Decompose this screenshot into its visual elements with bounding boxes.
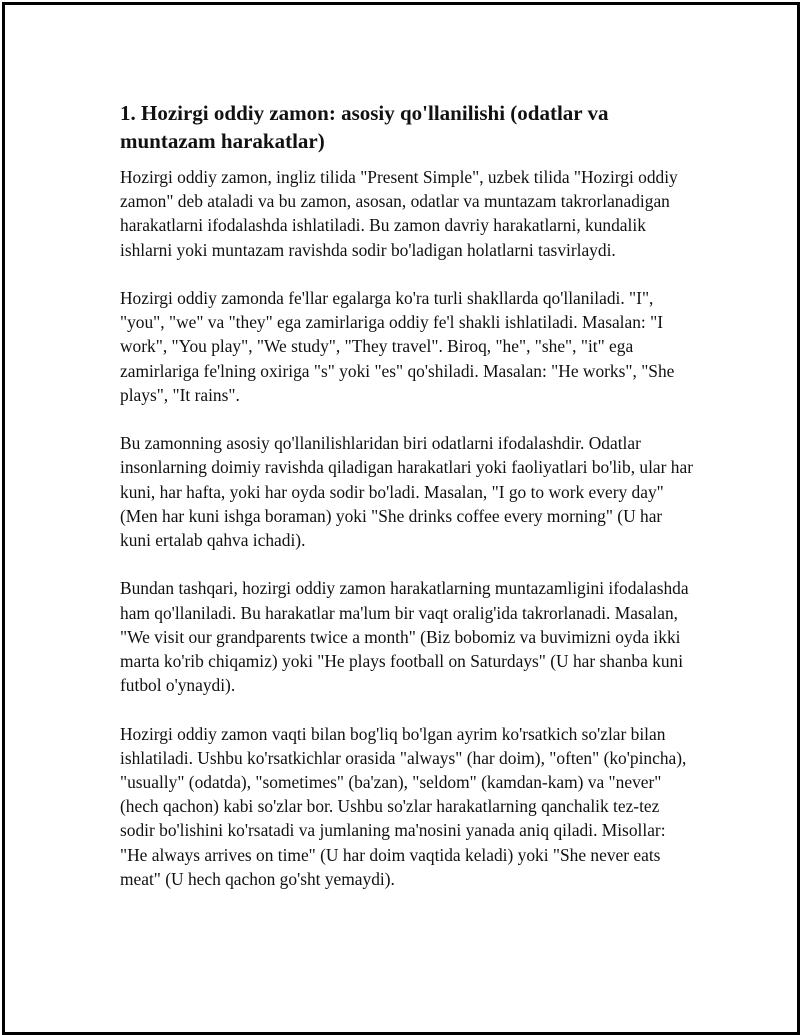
section-heading: 1. Hozirgi oddiy zamon: asosiy qo'llanilishi (odatlar va muntazam harakatlar) xyxy=(120,101,609,153)
document-body xyxy=(120,99,695,915)
page-frame xyxy=(2,2,800,1035)
paragraph-frequency-adverbs: Hozirgi oddiy zamon vaqti bilan bog'liq bo'lgan ayrim ko'rsatkich so'zlar bilan ishlatiladi. Ushbu ko'rsatkichlar orasida "always" (har doim), "often" (ko'pincha), "usually" (odatda), "sometimes" (ba'zan), "seldom" (kamdan-kam) va "never" (hech qachon) kabi so'zlar bor. Ushbu so'zlar harakatlarning qanchalik tez-tez sodir bo'lishini ko'rsatadi va jumlaning ma'nosini yanada aniq qiladi. Misollar: "He always arrives on time" (U har doim vaqtida keladi) yoki "She never eats meat" (U hech qachon go'sht yemaydi). xyxy=(120,723,687,889)
paragraph-habits: Bu zamonning asosiy qo'llanilishlaridan biri odatlarni ifodalashdir. Odatlar insonlarning doimiy ravishda qiladigan harakatlari yoki faoliyatlari bo'lib, ular har kuni, har hafta, yoki har oyda sodir bo'ladi. Masalan, "I go to work every day" (Men har kuni ishga boraman) yoki "She drinks coffee every morning" (U har kuni ertalab qahva ichadi). xyxy=(120,433,693,551)
paragraph-verb-forms: Hozirgi oddiy zamonda fe'llar egalarga ko'ra turli shakllarda qo'llaniladi. "I", "you", "we" va "they" ega zamirlariga oddiy fe'l shakli ishlatiladi. Masalan: "I work", "You play", "We study", "They travel". Biroq, "he", "she", "it" ega zamirlariga fe'lning oxiriga "s" yoki "es" qo'shiladi. Masalan: "He works", "She plays", "It rains". xyxy=(120,288,675,405)
paragraph-intro: Hozirgi oddiy zamon, ingliz tilida "Present Simple", uzbek tilida "Hozirgi oddiy zamon" deb ataladi va bu zamon, asosan, odatlar va muntazam takrorlanadigan harakatlarni ifodalashda ishlatiladi. Bu zamon davriy harakatlarni, kundalik ishlarni yoki muntazam ravishda sodir bo'ladigan holatlarni tasvirlaydi. xyxy=(120,167,678,260)
paragraph-regularity: Bundan tashqari, hozirgi oddiy zamon harakatlarning muntazamligini ifodalashda ham qo'llaniladi. Bu harakatlar ma'lum bir vaqt oralig'ida takrorlanadi. Masalan, "We visit our grandparents twice a month" (Biz bobomiz va buvimizni oyda ikki marta ko'rib chiqamiz) yoki "He plays football on Saturdays" (U har shanba kuni futbol o'ynaydi). xyxy=(120,578,689,696)
